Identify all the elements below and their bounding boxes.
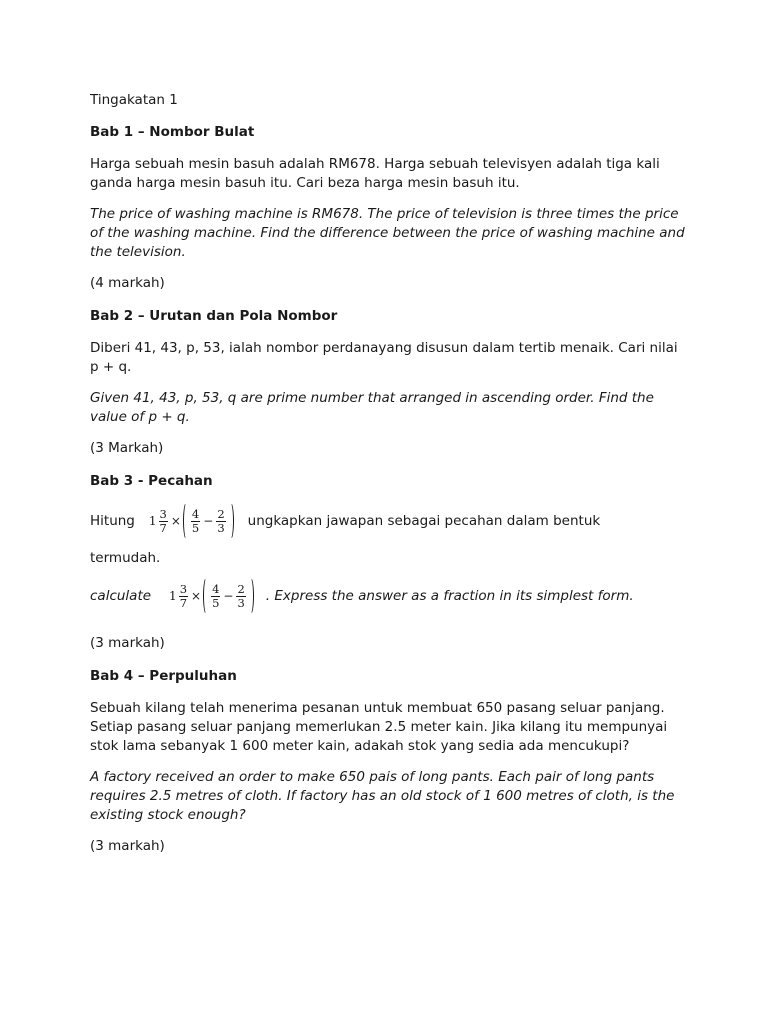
bab1-mark: (4 markah) — [90, 275, 165, 291]
left-parenthesis — [203, 577, 210, 615]
expr-fraction-2 — [191, 508, 200, 535]
expr-f2-denominator: 5 — [212, 595, 220, 610]
expr-whole: 1 — [148, 514, 157, 528]
expr-f1-denominator: 7 — [159, 520, 167, 535]
expr-f3-numerator: 2 — [217, 506, 225, 521]
bab3-question-ms — [90, 499, 690, 543]
bab2-mark: (3 Markah) — [90, 440, 164, 456]
bab4-question-ms: Sebuah kilang telah menerima pesanan untuk membuat 650 pasang seluar panjang. Setiap pasang seluar panjang memerlukan 2.5 meter kain. Jika kilang itu mempunyai stok lama sebanyak 1 600 meter kain, adakah stok yang sedia ada mencukupi? — [90, 700, 668, 754]
expr-f3-denominator: 3 — [217, 520, 225, 535]
expr-minus: − — [203, 514, 214, 528]
bab2-heading: Bab 2 – Urutan dan Pola Nombor — [90, 308, 338, 324]
bab3-ms-continuation: termudah. — [90, 550, 161, 566]
document-title: Tingakatan 1 — [90, 92, 178, 108]
fraction-expression-en — [169, 577, 254, 615]
bab3-ms-suffix: ungkapkan jawapan sebagai pecahan dalam bentuk — [247, 513, 601, 529]
expr-fraction-1 — [159, 508, 168, 535]
left-parenthesis — [183, 502, 190, 540]
bab2-question-ms: Diberi 41, 43, p, 53, ialah nombor perdanayang disusun dalam tertib menaik. Cari nilai p + q. — [90, 340, 678, 375]
bab3-mark: (3 markah) — [90, 635, 165, 651]
bab3-question-en — [90, 574, 690, 618]
bab4-mark: (3 markah) — [90, 838, 165, 854]
document-page — [90, 91, 690, 870]
expr-whole: 1 — [169, 589, 177, 603]
right-parenthesis — [227, 502, 234, 540]
fraction-expression — [149, 502, 234, 540]
expr-times: × — [191, 589, 202, 603]
bab1-question-ms: Harga sebuah mesin basuh adalah RM678. Harga sebuah televisyen adalah tiga kali ganda harga mesin basuh itu. Cari beza harga mesin basuh itu. — [90, 156, 660, 191]
expr-f1-numerator: 3 — [159, 506, 167, 521]
expr-f1-numerator: 3 — [179, 581, 188, 596]
bab2-question-en: Given 41, 43, p, 53, q are prime number that arranged in ascending order. Find the value of p + q. — [90, 390, 654, 425]
bab3-en-prefix: calculate — [90, 588, 152, 604]
right-parenthesis — [247, 577, 254, 615]
bab4-heading: Bab 4 – Perpuluhan — [90, 668, 237, 684]
bab1-question-en: The price of washing machine is RM678. The price of television is three times the price of the washing machine. Find the difference between the price of washing machine and the television. — [90, 206, 685, 260]
bab3-en-suffix: . Express the answer as a fraction in its simplest form. — [265, 588, 634, 604]
expr-f1-denominator: 7 — [179, 595, 188, 610]
bab3-ms-prefix: Hitung — [90, 513, 135, 529]
expr-times: × — [170, 514, 181, 528]
expr-f3-denominator: 3 — [237, 595, 245, 610]
expr-f3-numerator: 2 — [237, 581, 245, 596]
bab4-question-en: A factory received an order to make 650 pais of long pants. Each pair of long pants requires 2.5 metres of cloth. If factory has an old stock of 1 600 metres of cloth, is the existing stock enough? — [90, 769, 675, 823]
expr-f2-numerator: 4 — [191, 506, 200, 521]
expr-fraction-2 — [211, 583, 220, 610]
bab3-heading: Bab 3 - Pecahan — [90, 473, 213, 489]
expr-f2-numerator: 4 — [212, 581, 220, 596]
expr-fraction-3 — [216, 508, 225, 535]
bab1-heading: Bab 1 – Nombor Bulat — [90, 124, 255, 140]
expr-fraction-1 — [179, 583, 188, 610]
expr-fraction-3 — [236, 583, 245, 610]
expr-f2-denominator: 5 — [191, 520, 200, 535]
expr-minus: − — [223, 589, 234, 603]
